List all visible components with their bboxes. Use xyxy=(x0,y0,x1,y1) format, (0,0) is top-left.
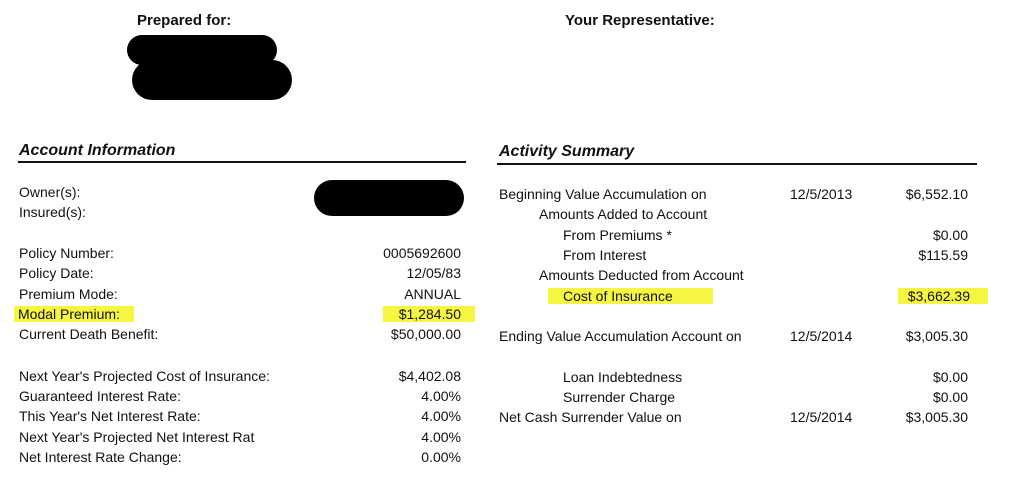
premium-mode-value: ANNUAL xyxy=(404,286,461,302)
policy-date-label: Policy Date: xyxy=(19,265,94,281)
cost-insurance-label: Cost of Insurance xyxy=(548,288,713,304)
insured-label: Insured(s): xyxy=(19,204,86,220)
amounts-deducted-label: Amounts Deducted from Account xyxy=(539,267,744,283)
activity-summary-title: Activity Summary xyxy=(499,143,635,160)
death-benefit-value: $50,000.00 xyxy=(390,326,461,342)
modal-premium-value: $1,284.50 xyxy=(383,306,475,322)
guaranteed-rate-value: 4.00% xyxy=(421,388,461,404)
surrender-charge-label: Surrender Charge xyxy=(563,389,676,405)
beginning-value-label: Beginning Value Accumulation on xyxy=(499,186,707,202)
cost-insurance-amount: $3,662.39 xyxy=(898,288,988,304)
ending-value-label: Ending Value Accumulation Account on xyxy=(499,328,742,344)
policy-number-value: 0005692600 xyxy=(383,245,461,261)
cost-insurance-label-wrap xyxy=(548,288,713,304)
beginning-value-amount: $6,552.10 xyxy=(905,186,968,202)
rate-change-value: 0.00% xyxy=(421,449,461,465)
ending-value-amount: $3,005.30 xyxy=(905,328,968,344)
section-divider xyxy=(18,161,466,163)
from-interest-amount: $115.59 xyxy=(918,247,968,263)
net-interest-rate-label: This Year's Net Interest Rate: xyxy=(19,408,201,424)
from-premiums-amount: $0.00 xyxy=(932,227,968,243)
beginning-value-date: 12/5/2013 xyxy=(790,186,853,202)
projected-net-rate-label: Next Year's Projected Net Interest Rat xyxy=(19,429,255,445)
policy-number-label: Policy Number: xyxy=(19,245,114,261)
section-divider xyxy=(497,163,977,165)
premium-mode-label: Premium Mode: xyxy=(19,286,118,302)
from-interest-label: From Interest xyxy=(563,247,647,263)
redaction-mark xyxy=(132,60,292,100)
death-benefit-label: Current Death Benefit: xyxy=(19,326,159,342)
net-cash-amount: $3,005.30 xyxy=(905,409,968,425)
policy-date-value: 12/05/83 xyxy=(406,265,461,281)
loan-label: Loan Indebtedness xyxy=(563,369,683,385)
prepared-for-label: Prepared for: xyxy=(137,12,232,29)
rate-change-label: Net Interest Rate Change: xyxy=(19,449,182,465)
net-interest-rate-value: 4.00% xyxy=(421,408,461,424)
modal-premium-label: Modal Premium: xyxy=(14,306,134,322)
representative-label: Your Representative: xyxy=(565,12,715,29)
projected-cost-value: $4,402.08 xyxy=(398,368,461,384)
modal-premium-value-wrap xyxy=(300,306,475,322)
owner-label: Owner(s): xyxy=(19,184,81,200)
redaction-mark xyxy=(314,180,464,216)
ending-value-date: 12/5/2014 xyxy=(790,328,853,344)
surrender-charge-amount: $0.00 xyxy=(932,389,968,405)
cost-insurance-amount-wrap xyxy=(870,288,988,304)
net-cash-label: Net Cash Surrender Value on xyxy=(499,409,682,425)
account-information-title: Account Information xyxy=(19,142,176,159)
loan-amount: $0.00 xyxy=(932,369,968,385)
guaranteed-rate-label: Guaranteed Interest Rate: xyxy=(19,388,181,404)
net-cash-date: 12/5/2014 xyxy=(790,409,853,425)
projected-net-rate-value: 4.00% xyxy=(421,429,461,445)
amounts-added-label: Amounts Added to Account xyxy=(539,206,708,222)
projected-cost-label: Next Year's Projected Cost of Insurance: xyxy=(19,368,270,384)
modal-premium-label-wrap xyxy=(14,306,134,322)
from-premiums-label: From Premiums * xyxy=(563,227,672,243)
